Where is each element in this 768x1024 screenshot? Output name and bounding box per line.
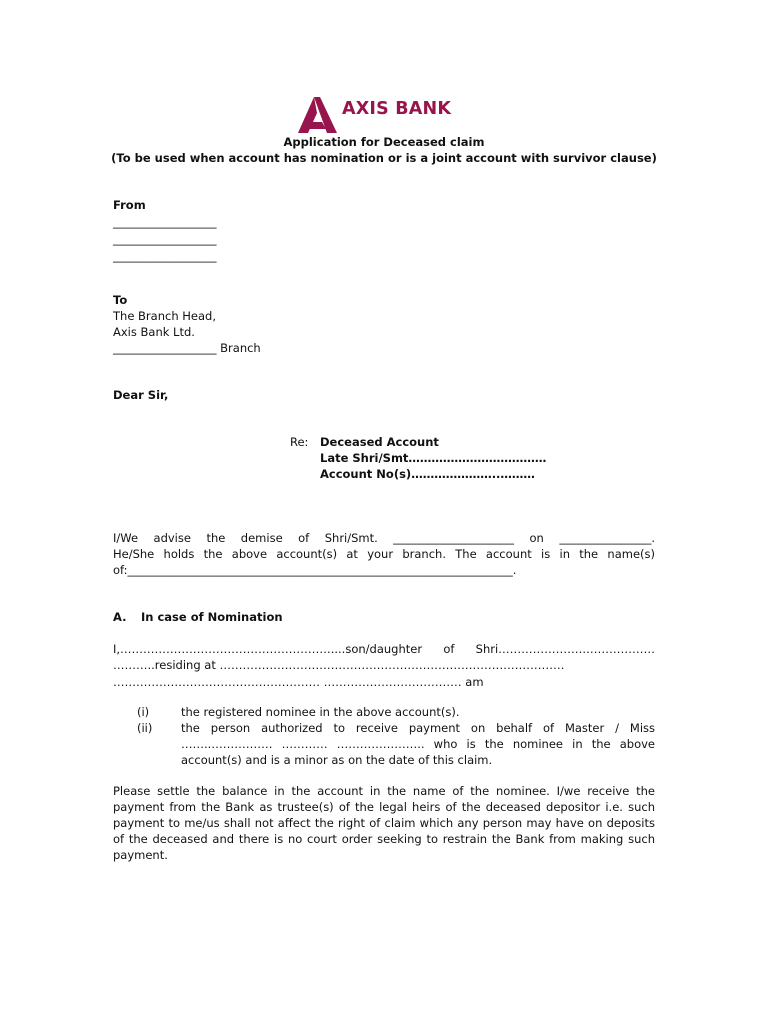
list-num-1: (i) — [137, 705, 150, 719]
title-line-1: Application for Deceased claim — [283, 135, 485, 149]
to-line-2: Axis Bank Ltd. — [113, 325, 195, 339]
to-line-1: The Branch Head, — [113, 309, 216, 323]
salutation: Dear Sir, — [113, 388, 169, 402]
re-label: Re: — [290, 435, 309, 449]
re-account: Account No(s)…………………..……… — [320, 467, 535, 481]
axis-bank-logo — [294, 96, 474, 134]
axis-logo-icon — [294, 96, 338, 134]
list-num-2: (ii) — [137, 721, 153, 735]
list-text-2: the person authorized to receive payment on behalf of Master / Miss ……..……………. ………… ………………….. who is the nominee in the above account(s) and is a minor as on the date of this claim. — [181, 721, 655, 767]
title-line-2: (To be used when account has nomination or is a joint account with survivor clause) — [111, 151, 657, 165]
from-line-1: __________________ — [113, 215, 217, 229]
section-a-title: In case of Nomination — [141, 610, 283, 624]
settle-paragraph: Please settle the balance in the account in the name of the nominee. I/we receive the payment from the Bank as trustee(s) of the legal heirs of the deceased depositor i.e. such payment to me/us shall not affect the right of claim which any person may have on deposits of the deceased and there is no court order seeking to restrain the Bank from making such payment. — [113, 784, 655, 862]
nomination-line-1: I,……………………………………………….....son/daughter of Shri…………………..……………… — [113, 642, 655, 656]
from-label: From — [113, 198, 146, 212]
re-late: Late Shri/Smt……………………………… — [320, 451, 547, 465]
to-label: To — [113, 293, 128, 307]
nomination-line-2: ………..residing at ……………………………………………………………………………… — [113, 658, 565, 672]
advise-line-3: of:___________________________________________________________________. — [113, 563, 517, 577]
document-title — [0, 134, 768, 166]
branch-line: __________________ Branch — [113, 341, 261, 355]
re-subject: Deceased Account — [320, 435, 439, 449]
from-line-2: __________________ — [113, 232, 217, 246]
advise-line-1: I/We advise the demise of Shri/Smt. _____________________ on ________________. — [113, 531, 655, 545]
list-text-1: the registered nominee in the above account(s). — [181, 705, 460, 719]
from-line-3: __________________ — [113, 249, 217, 263]
section-a-letter: A. — [113, 610, 127, 624]
advise-line-2: He/She holds the above account(s) at your branch. The account is in the name(s) — [113, 547, 655, 561]
logo-text: AXIS BANK — [342, 99, 452, 119]
nomination-line-3: ……………………………………………… ……………………………… am — [113, 675, 484, 689]
